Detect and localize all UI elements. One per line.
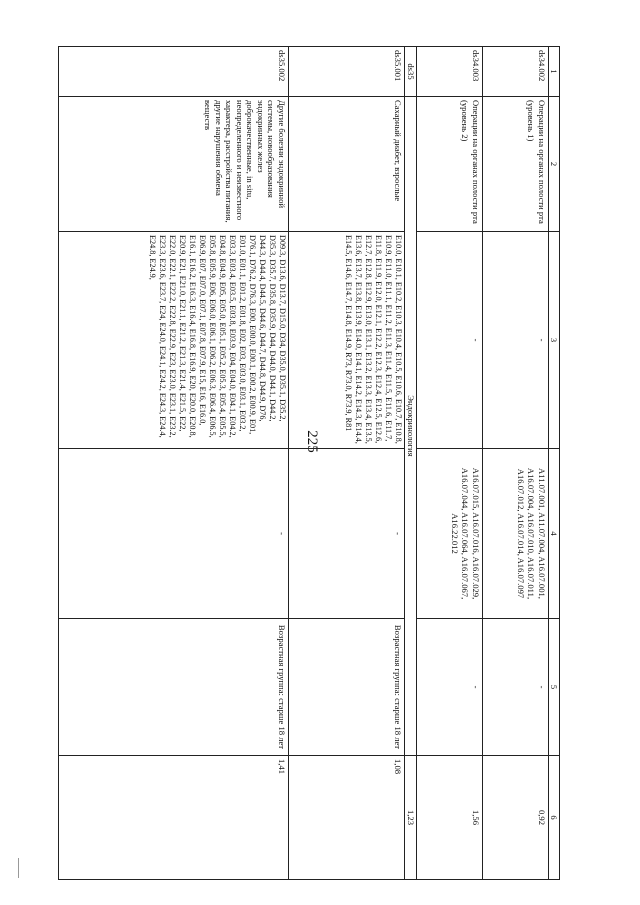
table-row: [482, 47, 548, 880]
row-diagnoses: -: [416, 232, 482, 449]
column-number-row: [548, 47, 559, 880]
column-number: 1: [548, 47, 559, 97]
row-name: Операции на органах полости рта (уровень 1): [482, 97, 548, 232]
row-criteria: Возрастная группа: старше 18 лет: [288, 619, 404, 756]
row-coefficient: 1,23: [404, 756, 416, 880]
tariff-table-sheet: [56, 46, 560, 879]
row-name: Другие болезни эндокринной системы, новообразования эндокринных желез доброкачественные, in situ, неопределенного и неизвестного характера, расстройства питания, другие нарушения обмена веществ: [58, 97, 288, 232]
row-coefficient: 0,92: [482, 756, 548, 880]
row-name: Операции на органах полости рта (уровень 2): [416, 97, 482, 232]
column-number: 2: [548, 97, 559, 232]
row-criteria: Возрастная группа: старше 18 лет: [58, 619, 288, 756]
row-criteria: -: [416, 619, 482, 756]
tariff-table: [58, 46, 560, 880]
row-name: Сахарный диабет, взрослые: [288, 97, 404, 232]
column-number: 6: [548, 756, 559, 880]
row-coefficient: 1,41: [58, 756, 288, 880]
row-services: -: [58, 449, 288, 619]
column-number: 4: [548, 449, 559, 619]
row-diagnoses: D09.3, D13.6, D13.7, D15.0, D34, D35.0, D35.1, D35.2, D35.3, D35.7, D35.8, D35.9, D44, D44.0, D44.1, D44.2, D44.3, D44.4, D44.5, D44.6, D44.7, D44.8, D44.9, D76, D76.1, D76.2, D76.3, E00, E00.0, E00.1, E00.2, E00.9, E01, E01.0, E01.1, E01.2, E01.8, E02, E03, E03.0, E03.1, E03.2, E03.3, E03.4, E03.5, E03.8, E03.9, E04, E04.0, E04.1, E04.2, E04.8, E04.9, E05, E05.0, E05.1, E05.2, E05.3, E05.4, E05.5, E05.8, E05.9, E06, E06.0, E06.1, E06.2, E06.3, E06.4, E06.5, E06.9, E07, E07.0, E07.1, E07.8, E07.9, E15, E16, E16.0, E16.1, E16.2, E16.3, E16.4, E16.8, E16.9, E20, E20.0, E20.8, E20.9, E21, E21.0, E21.1, E21.2, E21.3, E21.4, E21.5, E22, E22.0, E22.1, E22.2, E22.8, E22.9, E23, E23.0, E23.1, E23.2, E23.3, E23.6, E23.7, E24, E24.0, E24.1, E24.2, E24.3, E24.4, E24.8, E24.9,: [58, 232, 288, 449]
row-diagnoses: E10.0, E10.1, E10.2, E10.3, E10.4, E10.5, E10.6, E10.7, E10.8, E10.9, E11.0, E11.1, E11.2, E11.3, E11.4, E11.5, E11.6, E11.7, E11.8, E11.9, E12.0, E12.1, E12.2, E12.3, E12.4, E12.5, E12.6, E12.7, E12.8, E12.9, E13.0, E13.1, E13.2, E13.3, E13.4, E13.5, E13.6, E13.7, E13.8, E13.9, E14.0, E14.1, E14.2, E14.3, E14.4, E14.5, E14.6, E14.7, E14.8, E14.9, R73, R73.0, R73.9, R81: [288, 232, 404, 449]
row-code: ds35: [404, 47, 416, 97]
row-code: ds35.002: [58, 47, 288, 97]
table-row: [416, 47, 482, 880]
section-title: Эндокринология: [404, 97, 416, 756]
row-code: ds35.001: [288, 47, 404, 97]
row-diagnoses: -: [482, 232, 548, 449]
column-number: 3: [548, 232, 559, 449]
row-services: -: [288, 449, 404, 619]
row-services: A16.07.015, A16.07.016, A16.07.029, A16.07.044, A16.07.064, A16.07.067, A16.22.012: [416, 449, 482, 619]
column-number: 5: [548, 619, 559, 756]
section-header-row: [404, 47, 416, 880]
row-code: ds34.002: [482, 47, 548, 97]
row-services: A11.07.001, A11.07.004, A16.07.001, A16.07.004, A16.07.010, A16.07.011, A16.07.012, A16.07.014, A16.07.097: [482, 449, 548, 619]
row-coefficient: 1,08: [288, 756, 404, 880]
table-row: [58, 47, 288, 880]
row-code: ds34.003: [416, 47, 482, 97]
scan-margin-mark: [18, 858, 19, 878]
row-criteria: -: [482, 619, 548, 756]
page-number: 225: [303, 430, 320, 453]
row-coefficient: 1,56: [416, 756, 482, 880]
table-row: [288, 47, 404, 880]
